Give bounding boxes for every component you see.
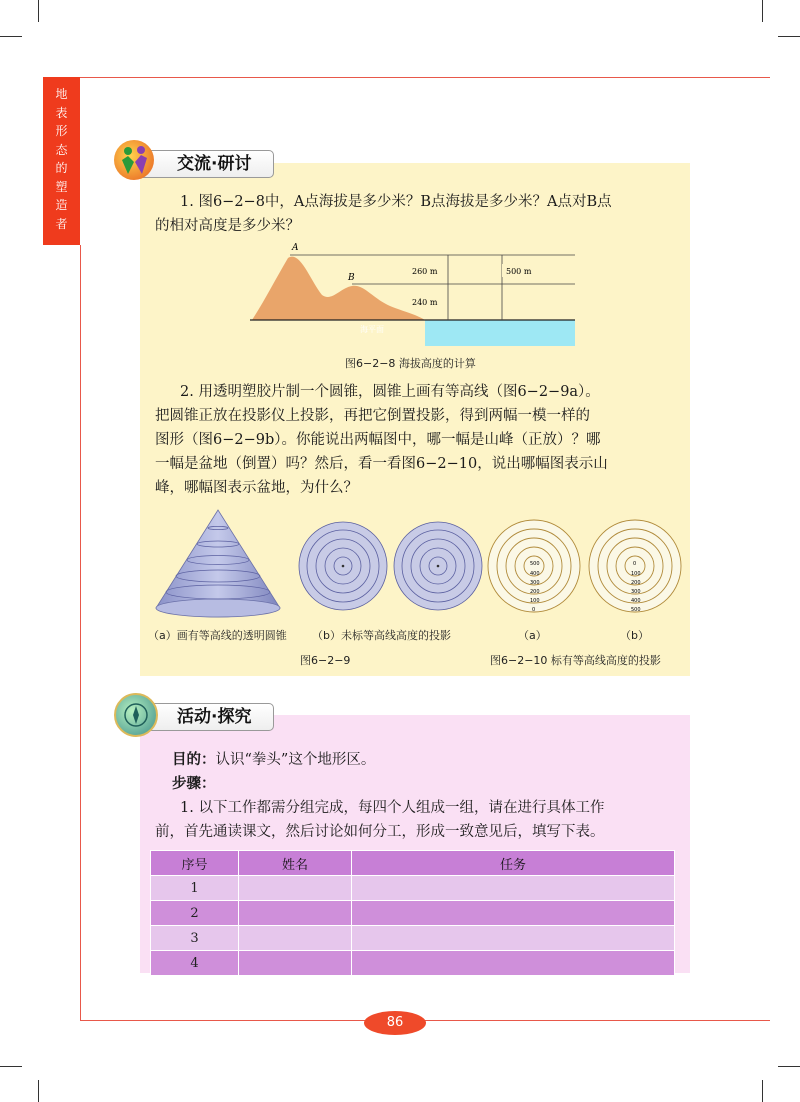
task-assignment-table xyxy=(150,850,675,976)
row-number: 2 xyxy=(151,901,239,926)
crop-mark xyxy=(762,1080,763,1102)
table-row xyxy=(151,951,675,976)
crop-mark xyxy=(778,1066,800,1067)
crop-mark xyxy=(762,0,763,22)
point-b-label: B xyxy=(348,273,355,283)
contour-label: 500 xyxy=(530,561,540,567)
task-cell[interactable] xyxy=(352,926,675,951)
purpose-line xyxy=(172,748,375,772)
unlabeled-projection-1 xyxy=(297,520,389,612)
section-title-activity: 活动·探究 xyxy=(130,703,274,731)
name-cell[interactable] xyxy=(239,951,352,976)
question-2-line-2: 把圆锥正放在投影仪上投影，再把它倒置投影，得到两幅一模一样的 xyxy=(155,408,590,424)
labeled-projection-a xyxy=(486,518,582,614)
contour-label: 400 xyxy=(631,598,641,604)
row-number: 1 xyxy=(151,876,239,901)
dimension-260: 260 m xyxy=(412,267,438,276)
figure-caption-6-2-9: 图6−2−9 xyxy=(300,654,351,667)
table-row xyxy=(151,876,675,901)
unlabeled-projection-2 xyxy=(392,520,484,612)
purpose-text: 认识“拳头”这个地形区。 xyxy=(215,752,376,768)
question-2-line-1: 2. 用透明塑胶片制一个圆锥，圆锥上画有等高线（图6−2−9a）。 xyxy=(180,384,600,400)
name-cell[interactable] xyxy=(239,876,352,901)
sidebar-char: 塑 xyxy=(55,179,68,194)
subcaption-6-2-9a: （a）画有等高线的透明圆锥 xyxy=(148,629,287,642)
contour-label: 200 xyxy=(530,589,540,595)
task-cell[interactable] xyxy=(352,951,675,976)
chapter-sidebar xyxy=(43,77,80,245)
labeled-projection-b xyxy=(587,518,683,614)
crop-mark xyxy=(38,0,39,22)
row-number: 3 xyxy=(151,926,239,951)
compass-icon xyxy=(114,693,158,737)
name-cell[interactable] xyxy=(239,901,352,926)
point-a-label: A xyxy=(292,243,299,253)
step-1-line-2: 前，首先通读课文，然后讨论如何分工，形成一致意见后，填写下表。 xyxy=(155,824,605,840)
steps-label: 步骤： xyxy=(172,776,216,792)
sidebar-char: 者 xyxy=(55,216,68,231)
sidebar-char: 态 xyxy=(55,142,68,157)
dimension-240: 240 m xyxy=(412,298,438,307)
step-1-line-1: 1. 以下工作都需分组完成，每四个人组成一组，请在进行具体工作 xyxy=(180,800,605,816)
task-cell[interactable] xyxy=(352,901,675,926)
question-1-line-1: 1. 图6−2−8中，A点海拔是多少米？B点海拔是多少米？A点对B点 xyxy=(180,194,612,210)
contour-label: 400 xyxy=(530,571,540,577)
sidebar-char: 造 xyxy=(55,198,68,212)
contour-label: 200 xyxy=(631,580,641,586)
page-number: 86 xyxy=(364,1011,426,1035)
contour-label: 100 xyxy=(631,571,641,577)
dimension-500: 500 m xyxy=(506,267,532,276)
column-header-name: 姓名 xyxy=(239,851,352,876)
figure-caption-6-2-8: 图6−2−8 海拔高度的计算 xyxy=(345,357,476,370)
column-header-task: 任务 xyxy=(352,851,675,876)
header-rule xyxy=(80,77,770,78)
subcaption-6-2-9b: （b）未标等高线高度的投影 xyxy=(312,629,451,642)
sidebar-char: 形 xyxy=(55,124,68,138)
crop-mark xyxy=(0,36,22,37)
subcaption-6-2-10b: （b） xyxy=(620,629,649,642)
sidebar-char: 的 xyxy=(55,161,68,175)
contour-label: 0 xyxy=(633,561,637,567)
elevation-diagram xyxy=(240,240,580,350)
transparent-cone-illustration xyxy=(152,508,284,623)
contour-label: 300 xyxy=(530,580,540,586)
question-2-line-4: 一幅是盆地（倒置）吗？然后，看一看图6−2−10，说出哪幅图表示山 xyxy=(155,456,608,472)
subcaption-6-2-10a: （a） xyxy=(518,629,547,642)
table-header-row xyxy=(151,851,675,876)
margin-rule xyxy=(80,245,81,1020)
task-cell[interactable] xyxy=(352,876,675,901)
sea-level-label: 海平面 xyxy=(360,325,384,334)
people-icon xyxy=(114,140,154,180)
question-1-line-2: 的相对高度是多少米？ xyxy=(155,218,300,234)
purpose-label: 目的： xyxy=(172,752,216,768)
table-row xyxy=(151,901,675,926)
contour-label: 0 xyxy=(532,607,536,613)
figure-caption-6-2-10: 图6−2−10 标有等高线高度的投影 xyxy=(490,654,661,667)
sidebar-char: 地 xyxy=(55,87,68,101)
contour-label: 300 xyxy=(631,589,641,595)
name-cell[interactable] xyxy=(239,926,352,951)
crop-mark xyxy=(38,1080,39,1102)
contour-label: 500 xyxy=(631,607,641,613)
section-title-discussion: 交流·研讨 xyxy=(130,150,274,178)
crop-mark xyxy=(0,1066,22,1067)
crop-mark xyxy=(778,36,800,37)
question-2-line-5: 峰，哪幅图表示盆地，为什么？ xyxy=(155,480,358,496)
table-row xyxy=(151,926,675,951)
row-number: 4 xyxy=(151,951,239,976)
sidebar-char: 表 xyxy=(55,105,68,120)
question-2-line-3: 图形（图6−2−9b）。你能说出两幅图中，哪一幅是山峰（正放）？哪 xyxy=(155,432,601,448)
contour-label: 100 xyxy=(530,598,540,604)
column-header-number: 序号 xyxy=(151,851,239,876)
